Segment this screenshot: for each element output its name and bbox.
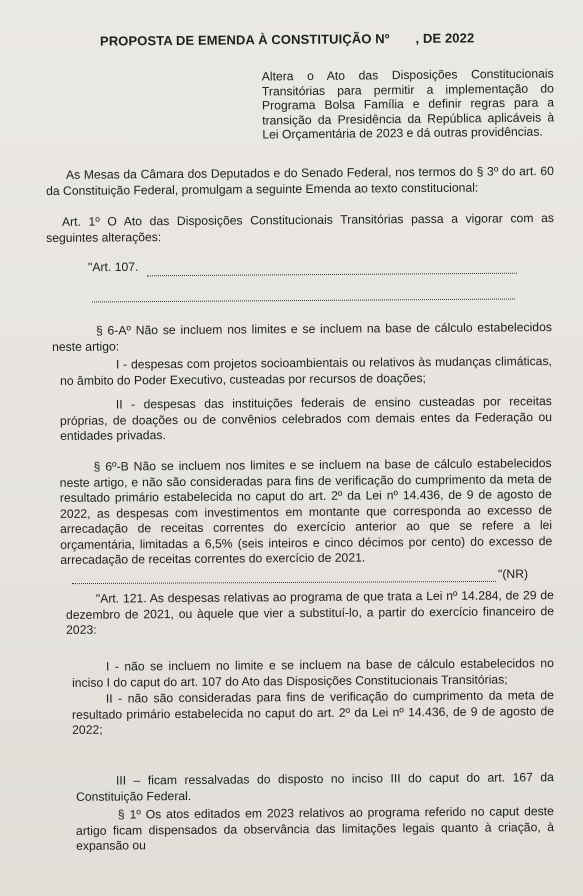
ementa: Altera o Ato das Disposições Constitucionais Transitórias para permitir a implementação do Programa Bolsa Família e definir regras para a transição da Presidência da República aplicáveis à Lei Orçamentária de 2023 e dá outras providências. — [261, 66, 555, 142]
article-121-item-iii: III – ficam ressalvadas do disposto no inciso III do caput do art. 167 da Constituição Federal. — [76, 770, 554, 804]
preamble: As Mesas da Câmara dos Deputados e do Senado Federal, nos termos do § 3º do art. 60 da Constituição Federal, promulgam a seguinte Emenda ao texto constitucional: — [46, 164, 554, 198]
paragraph-6B: § 6º-B Não se incluem nos limites e se incluem na base de cálculo estabelecidos neste artigo, e não são consideradas para fins de verificação do cumprimento da meta de resultado primário estabelecida no caput do art. 2º da Lei nº 14.436, de 9 de agosto de 2022, as despesas com investimentos em montante que corresponda ao excesso de arrecadação de receitas correntes do exercício anterior ao que se refere a lei orçamentária, limitadas a 6,5% (seis inteiros e cinco décimos por cento) do excesso de arrecadação de receitas correntes do exercício de 2021. — [59, 456, 553, 567]
paragraph-6A: § 6-Aº Não se incluem nos limites e se incluem na base de cálculo estabelecidos neste artigo: — [52, 320, 552, 354]
article-121-paragraph-1: § 1º Os atos editados em 2023 relativos ao programa referido no caput deste artigo ficam dispensados da observância das limitações legais quanto à criação, à expansão ou — [75, 804, 555, 853]
dotted-line — [72, 581, 496, 584]
article-121-item-i: I - não se incluem no limite e se incluem na base de cálculo estabelecidos no inciso I do caput do art. 107 do Ato das Disposições Constitucionais Transitórias; — [72, 656, 554, 690]
paragraph-6A-item-ii: II - despesas das instituições federais de ensino custeadas por receitas próprias, de doações ou de convênios celebrados com demais entes da Federação ou entidades privadas. — [59, 394, 553, 443]
paragraph-6A-item-i: I - despesas com projetos socioambientais ou relativos às mudanças climáticas, no âmbito do Poder Executivo, custeadas por recursos de doações; — [60, 354, 552, 388]
article-107-label: "Art. 107. — [87, 259, 139, 275]
dotted-line — [147, 273, 517, 277]
article-121-item-ii: II - não são consideradas para fins de verificação do cumprimento da meta de resultado primário estabelecida no caput do art. 2º da Lei nº 14.436, de 9 de agosto de 2022; — [71, 688, 555, 737]
article-121: "Art. 121. As despesas relativas ao programa de que trata a Lei nº 14.284, de 29 de dezembro de 2021, ou àquele que vier a substituí-lo, a partir do exercício financeiro de 2023: — [65, 588, 555, 637]
dotted-line — [92, 299, 515, 303]
document-title: PROPOSTA DE EMENDA À CONSTITUIÇÃO Nº , DE 2022 — [99, 30, 475, 49]
nr-label: "(NR) — [497, 566, 529, 582]
article-1: Art. 1º O Ato das Disposições Constitucionais Transitórias passa a vigorar com as seguintes alterações: — [46, 211, 554, 245]
